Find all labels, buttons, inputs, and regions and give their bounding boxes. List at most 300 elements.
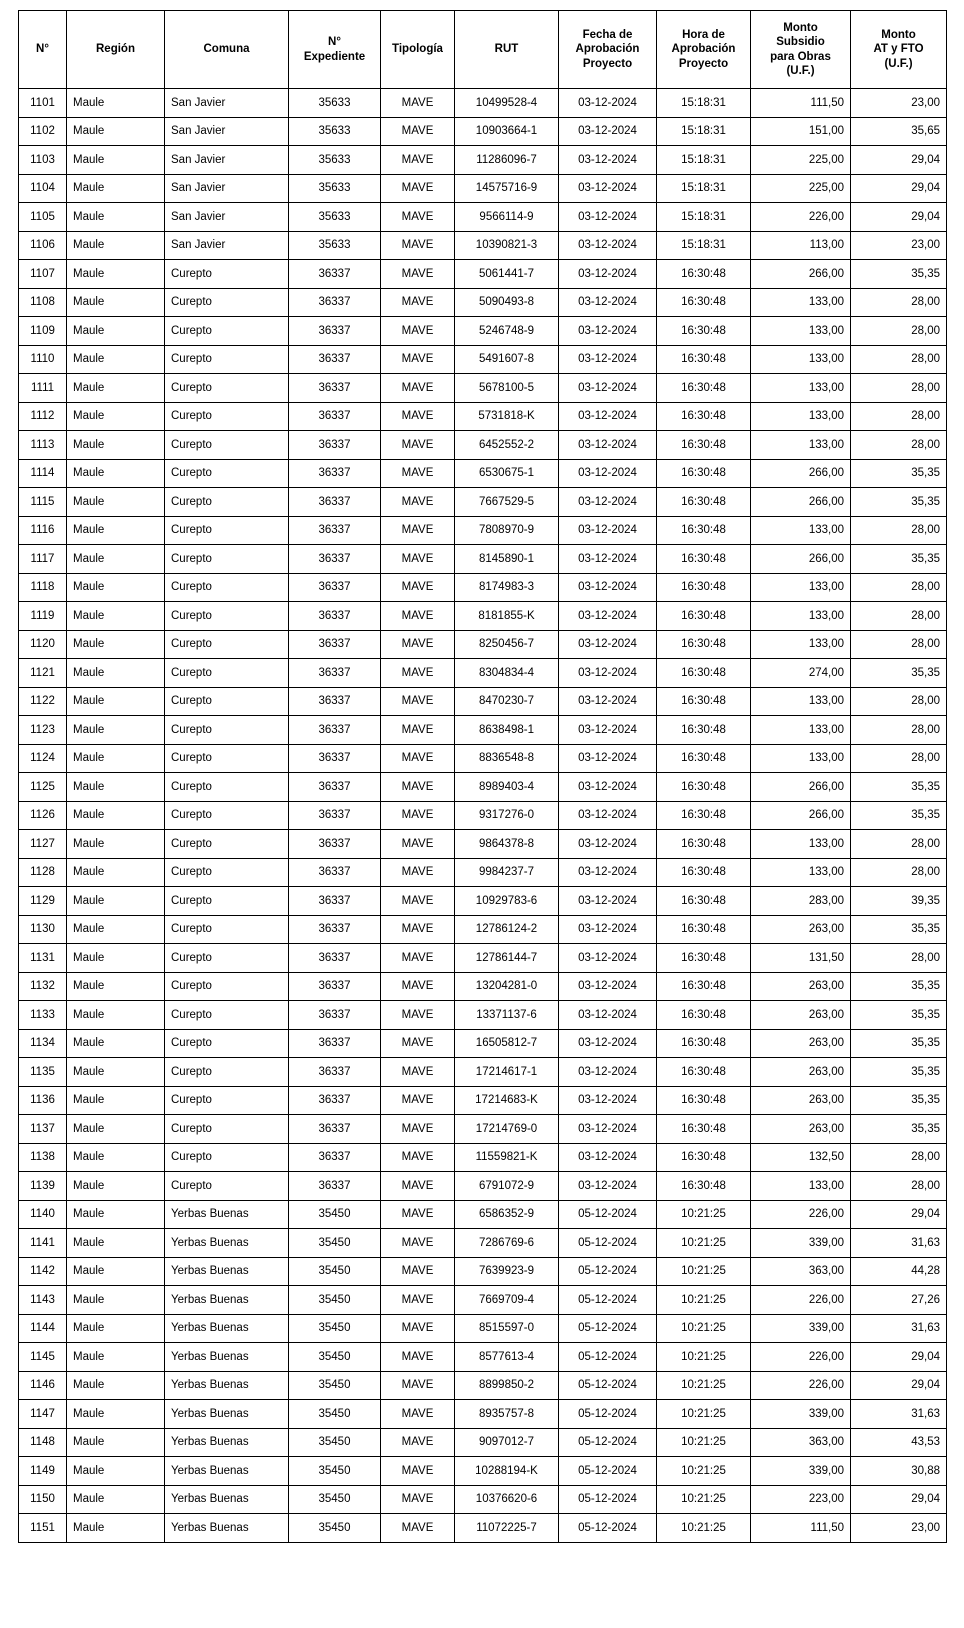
cell-hora: 16:30:48 [657,516,751,545]
cell-n: 1105 [19,203,67,232]
cell-subsidio: 283,00 [751,887,851,916]
cell-comuna: Curepto [165,573,289,602]
cell-atfto: 28,00 [851,944,947,973]
cell-fecha: 03-12-2024 [559,1029,657,1058]
cell-region: Maule [67,944,165,973]
column-header-region [67,11,165,89]
cell-tipologia: MAVE [381,716,455,745]
cell-hora: 10:21:25 [657,1257,751,1286]
cell-atfto: 35,35 [851,801,947,830]
cell-fecha: 03-12-2024 [559,345,657,374]
cell-subsidio: 339,00 [751,1314,851,1343]
table-row [19,1371,947,1400]
cell-region: Maule [67,1514,165,1543]
cell-fecha: 03-12-2024 [559,89,657,118]
cell-atfto: 35,35 [851,773,947,802]
cell-hora: 15:18:31 [657,203,751,232]
cell-hora: 16:30:48 [657,488,751,517]
cell-n: 1116 [19,516,67,545]
cell-region: Maule [67,203,165,232]
cell-hora: 16:30:48 [657,1001,751,1030]
cell-subsidio: 113,00 [751,231,851,260]
cell-hora: 16:30:48 [657,431,751,460]
cell-expediente: 35633 [289,146,381,175]
cell-hora: 16:30:48 [657,317,751,346]
cell-tipologia: MAVE [381,1029,455,1058]
cell-expediente: 36337 [289,488,381,517]
cell-rut: 6452552-2 [455,431,559,460]
cell-fecha: 03-12-2024 [559,459,657,488]
cell-comuna: Curepto [165,374,289,403]
column-header-line: (U.F.) [884,57,913,70]
cell-fecha: 03-12-2024 [559,858,657,887]
cell-fecha: 03-12-2024 [559,1143,657,1172]
cell-comuna: Curepto [165,687,289,716]
cell-tipologia: MAVE [381,516,455,545]
cell-atfto: 35,35 [851,1115,947,1144]
cell-fecha: 05-12-2024 [559,1400,657,1429]
cell-fecha: 03-12-2024 [559,545,657,574]
cell-tipologia: MAVE [381,374,455,403]
table-row [19,887,947,916]
cell-comuna: Curepto [165,488,289,517]
cell-region: Maule [67,459,165,488]
column-header-line: para Obras [770,50,831,63]
cell-expediente: 35450 [289,1200,381,1229]
table-row [19,1229,947,1258]
cell-expediente: 35633 [289,89,381,118]
cell-comuna: Curepto [165,773,289,802]
table-row [19,1343,947,1372]
cell-subsidio: 133,00 [751,317,851,346]
cell-expediente: 35450 [289,1286,381,1315]
cell-fecha: 03-12-2024 [559,602,657,631]
cell-hora: 16:30:48 [657,659,751,688]
column-header-line: Hora de [682,28,725,41]
cell-region: Maule [67,1001,165,1030]
cell-n: 1134 [19,1029,67,1058]
column-header-line: Aprobación [575,43,640,56]
column-header-line: Comuna [203,43,250,56]
cell-n: 1119 [19,602,67,631]
cell-expediente: 35633 [289,203,381,232]
cell-rut: 11286096-7 [455,146,559,175]
cell-subsidio: 266,00 [751,260,851,289]
cell-rut: 7808970-9 [455,516,559,545]
cell-subsidio: 339,00 [751,1229,851,1258]
table-row [19,459,947,488]
cell-expediente: 35450 [289,1229,381,1258]
cell-region: Maule [67,687,165,716]
cell-subsidio: 225,00 [751,174,851,203]
cell-expediente: 35450 [289,1371,381,1400]
cell-expediente: 36337 [289,1029,381,1058]
table-row [19,317,947,346]
cell-comuna: Curepto [165,1172,289,1201]
cell-n: 1101 [19,89,67,118]
cell-n: 1118 [19,573,67,602]
cell-region: Maule [67,887,165,916]
table-row [19,288,947,317]
cell-n: 1148 [19,1428,67,1457]
cell-rut: 5246748-9 [455,317,559,346]
cell-n: 1128 [19,858,67,887]
cell-n: 1139 [19,1172,67,1201]
cell-rut: 5491607-8 [455,345,559,374]
cell-expediente: 35633 [289,117,381,146]
cell-rut: 7669709-4 [455,1286,559,1315]
cell-expediente: 36337 [289,716,381,745]
table-row [19,1001,947,1030]
cell-rut: 8989403-4 [455,773,559,802]
cell-fecha: 05-12-2024 [559,1257,657,1286]
cell-n: 1104 [19,174,67,203]
cell-rut: 17214769-0 [455,1115,559,1144]
cell-atfto: 28,00 [851,431,947,460]
cell-region: Maule [67,374,165,403]
cell-fecha: 03-12-2024 [559,573,657,602]
cell-atfto: 35,35 [851,459,947,488]
column-header-line: Monto [881,28,916,41]
cell-hora: 15:18:31 [657,146,751,175]
cell-comuna: Curepto [165,858,289,887]
cell-comuna: Curepto [165,602,289,631]
cell-region: Maule [67,1058,165,1087]
cell-comuna: San Javier [165,231,289,260]
cell-atfto: 23,00 [851,231,947,260]
cell-rut: 10903664-1 [455,117,559,146]
cell-n: 1102 [19,117,67,146]
cell-expediente: 36337 [289,1086,381,1115]
cell-expediente: 35450 [289,1257,381,1286]
cell-atfto: 35,35 [851,915,947,944]
cell-rut: 8638498-1 [455,716,559,745]
cell-atfto: 28,00 [851,374,947,403]
cell-atfto: 28,00 [851,516,947,545]
cell-expediente: 36337 [289,1001,381,1030]
cell-n: 1132 [19,972,67,1001]
cell-region: Maule [67,915,165,944]
cell-atfto: 31,63 [851,1229,947,1258]
cell-fecha: 03-12-2024 [559,146,657,175]
cell-rut: 12786124-2 [455,915,559,944]
cell-rut: 10288194-K [455,1457,559,1486]
cell-atfto: 28,00 [851,1172,947,1201]
cell-atfto: 28,00 [851,630,947,659]
cell-tipologia: MAVE [381,972,455,1001]
cell-tipologia: MAVE [381,915,455,944]
cell-n: 1127 [19,830,67,859]
cell-hora: 16:30:48 [657,1172,751,1201]
cell-fecha: 03-12-2024 [559,773,657,802]
cell-rut: 5731818-K [455,402,559,431]
cell-hora: 16:30:48 [657,1143,751,1172]
cell-hora: 10:21:25 [657,1428,751,1457]
cell-hora: 16:30:48 [657,716,751,745]
cell-region: Maule [67,1143,165,1172]
cell-atfto: 28,00 [851,716,947,745]
cell-expediente: 36337 [289,887,381,916]
cell-region: Maule [67,260,165,289]
cell-hora: 16:30:48 [657,459,751,488]
cell-tipologia: MAVE [381,231,455,260]
cell-rut: 9984237-7 [455,858,559,887]
cell-fecha: 03-12-2024 [559,260,657,289]
cell-subsidio: 266,00 [751,488,851,517]
cell-atfto: 29,04 [851,1200,947,1229]
cell-expediente: 35450 [289,1343,381,1372]
cell-rut: 9097012-7 [455,1428,559,1457]
cell-n: 1130 [19,915,67,944]
cell-expediente: 36337 [289,516,381,545]
cell-atfto: 28,00 [851,744,947,773]
cell-atfto: 35,35 [851,1086,947,1115]
cell-subsidio: 133,00 [751,858,851,887]
cell-hora: 16:30:48 [657,602,751,631]
cell-expediente: 36337 [289,1058,381,1087]
table-row [19,402,947,431]
cell-expediente: 35450 [289,1400,381,1429]
cell-tipologia: MAVE [381,944,455,973]
cell-tipologia: MAVE [381,431,455,460]
table-row [19,260,947,289]
cell-fecha: 03-12-2024 [559,1172,657,1201]
cell-comuna: Yerbas Buenas [165,1400,289,1429]
cell-fecha: 05-12-2024 [559,1229,657,1258]
cell-region: Maule [67,1200,165,1229]
cell-fecha: 03-12-2024 [559,1058,657,1087]
cell-rut: 14575716-9 [455,174,559,203]
cell-rut: 6586352-9 [455,1200,559,1229]
cell-comuna: Curepto [165,887,289,916]
table-row [19,146,947,175]
table-row [19,1115,947,1144]
cell-n: 1131 [19,944,67,973]
cell-subsidio: 266,00 [751,545,851,574]
cell-atfto: 28,00 [851,858,947,887]
cell-atfto: 28,00 [851,830,947,859]
cell-rut: 11072225-7 [455,1514,559,1543]
cell-atfto: 28,00 [851,602,947,631]
cell-fecha: 03-12-2024 [559,1086,657,1115]
cell-subsidio: 266,00 [751,773,851,802]
cell-comuna: Yerbas Buenas [165,1343,289,1372]
cell-comuna: San Javier [165,174,289,203]
cell-expediente: 36337 [289,288,381,317]
cell-atfto: 29,04 [851,146,947,175]
cell-comuna: Curepto [165,545,289,574]
cell-n: 1117 [19,545,67,574]
column-header-fecha [559,11,657,89]
cell-fecha: 05-12-2024 [559,1314,657,1343]
cell-tipologia: MAVE [381,174,455,203]
cell-comuna: Yerbas Buenas [165,1257,289,1286]
cell-comuna: Curepto [165,659,289,688]
cell-expediente: 36337 [289,260,381,289]
cell-fecha: 05-12-2024 [559,1514,657,1543]
cell-atfto: 29,04 [851,1343,947,1372]
column-header-line: (U.F.) [786,64,815,77]
cell-atfto: 28,00 [851,317,947,346]
cell-n: 1114 [19,459,67,488]
cell-comuna: San Javier [165,89,289,118]
cell-comuna: Curepto [165,1029,289,1058]
cell-rut: 8935757-8 [455,1400,559,1429]
table-row [19,630,947,659]
cell-region: Maule [67,972,165,1001]
cell-fecha: 05-12-2024 [559,1286,657,1315]
cell-atfto: 30,88 [851,1457,947,1486]
cell-hora: 16:30:48 [657,830,751,859]
column-header-line: Proyecto [678,57,729,70]
cell-expediente: 36337 [289,944,381,973]
cell-tipologia: MAVE [381,459,455,488]
cell-hora: 16:30:48 [657,1029,751,1058]
cell-expediente: 36337 [289,659,381,688]
cell-comuna: Curepto [165,1115,289,1144]
table-row [19,830,947,859]
cell-n: 1151 [19,1514,67,1543]
cell-hora: 10:21:25 [657,1343,751,1372]
cell-atfto: 28,00 [851,687,947,716]
column-header-atfto [851,11,947,89]
cell-n: 1110 [19,345,67,374]
cell-subsidio: 133,00 [751,1172,851,1201]
cell-rut: 11559821-K [455,1143,559,1172]
column-header-line: N° [36,43,49,56]
cell-rut: 9566114-9 [455,203,559,232]
column-header-expediente [289,11,381,89]
cell-fecha: 05-12-2024 [559,1457,657,1486]
cell-region: Maule [67,345,165,374]
cell-subsidio: 133,00 [751,687,851,716]
cell-hora: 16:30:48 [657,773,751,802]
cell-subsidio: 133,00 [751,744,851,773]
cell-tipologia: MAVE [381,117,455,146]
cell-region: Maule [67,117,165,146]
cell-comuna: Yerbas Buenas [165,1286,289,1315]
cell-fecha: 03-12-2024 [559,402,657,431]
cell-tipologia: MAVE [381,1428,455,1457]
cell-tipologia: MAVE [381,1514,455,1543]
cell-hora: 10:21:25 [657,1286,751,1315]
cell-region: Maule [67,545,165,574]
table-row [19,1514,947,1543]
table-header-row [19,11,947,89]
table-row [19,744,947,773]
cell-tipologia: MAVE [381,1343,455,1372]
cell-expediente: 35633 [289,174,381,203]
cell-region: Maule [67,716,165,745]
cell-region: Maule [67,830,165,859]
table-row [19,716,947,745]
cell-subsidio: 133,00 [751,288,851,317]
cell-tipologia: MAVE [381,1286,455,1315]
cell-tipologia: MAVE [381,1257,455,1286]
cell-subsidio: 363,00 [751,1257,851,1286]
cell-comuna: Curepto [165,260,289,289]
column-header-subsidio [751,11,851,89]
table-row [19,972,947,1001]
cell-rut: 10929783-6 [455,887,559,916]
table-row [19,1029,947,1058]
cell-region: Maule [67,174,165,203]
cell-comuna: Curepto [165,345,289,374]
cell-atfto: 35,65 [851,117,947,146]
table-row [19,573,947,602]
cell-expediente: 36337 [289,915,381,944]
column-header-line: Subsidio [776,36,825,49]
cell-region: Maule [67,1371,165,1400]
cell-n: 1138 [19,1143,67,1172]
cell-expediente: 36337 [289,972,381,1001]
cell-rut: 7286769-6 [455,1229,559,1258]
table-row [19,203,947,232]
cell-expediente: 36337 [289,545,381,574]
cell-tipologia: MAVE [381,659,455,688]
cell-tipologia: MAVE [381,687,455,716]
cell-comuna: Curepto [165,1001,289,1030]
cell-rut: 13204281-0 [455,972,559,1001]
cell-expediente: 36337 [289,459,381,488]
cell-subsidio: 363,00 [751,1428,851,1457]
cell-n: 1124 [19,744,67,773]
cell-atfto: 31,63 [851,1314,947,1343]
cell-tipologia: MAVE [381,1086,455,1115]
cell-region: Maule [67,744,165,773]
cell-region: Maule [67,146,165,175]
cell-rut: 8577613-4 [455,1343,559,1372]
cell-subsidio: 111,50 [751,1514,851,1543]
cell-tipologia: MAVE [381,630,455,659]
cell-n: 1108 [19,288,67,317]
cell-n: 1142 [19,1257,67,1286]
cell-atfto: 23,00 [851,89,947,118]
cell-hora: 15:18:31 [657,89,751,118]
cell-rut: 7667529-5 [455,488,559,517]
cell-comuna: Curepto [165,431,289,460]
column-header-line: Aprobación [671,43,736,56]
table-row [19,231,947,260]
cell-hora: 16:30:48 [657,573,751,602]
cell-region: Maule [67,801,165,830]
cell-rut: 8899850-2 [455,1371,559,1400]
cell-comuna: Curepto [165,1143,289,1172]
cell-expediente: 36337 [289,630,381,659]
cell-expediente: 36337 [289,1143,381,1172]
cell-hora: 16:30:48 [657,402,751,431]
cell-hora: 15:18:31 [657,174,751,203]
cell-hora: 10:21:25 [657,1514,751,1543]
cell-fecha: 03-12-2024 [559,801,657,830]
cell-fecha: 03-12-2024 [559,117,657,146]
cell-tipologia: MAVE [381,1371,455,1400]
cell-region: Maule [67,488,165,517]
table-row [19,545,947,574]
cell-fecha: 03-12-2024 [559,174,657,203]
cell-atfto: 28,00 [851,1143,947,1172]
cell-region: Maule [67,1229,165,1258]
cell-rut: 5090493-8 [455,288,559,317]
cell-comuna: Curepto [165,830,289,859]
cell-n: 1144 [19,1314,67,1343]
cell-rut: 8515597-0 [455,1314,559,1343]
cell-subsidio: 133,00 [751,716,851,745]
cell-fecha: 03-12-2024 [559,431,657,460]
cell-comuna: Curepto [165,944,289,973]
cell-region: Maule [67,1029,165,1058]
cell-subsidio: 263,00 [751,1115,851,1144]
